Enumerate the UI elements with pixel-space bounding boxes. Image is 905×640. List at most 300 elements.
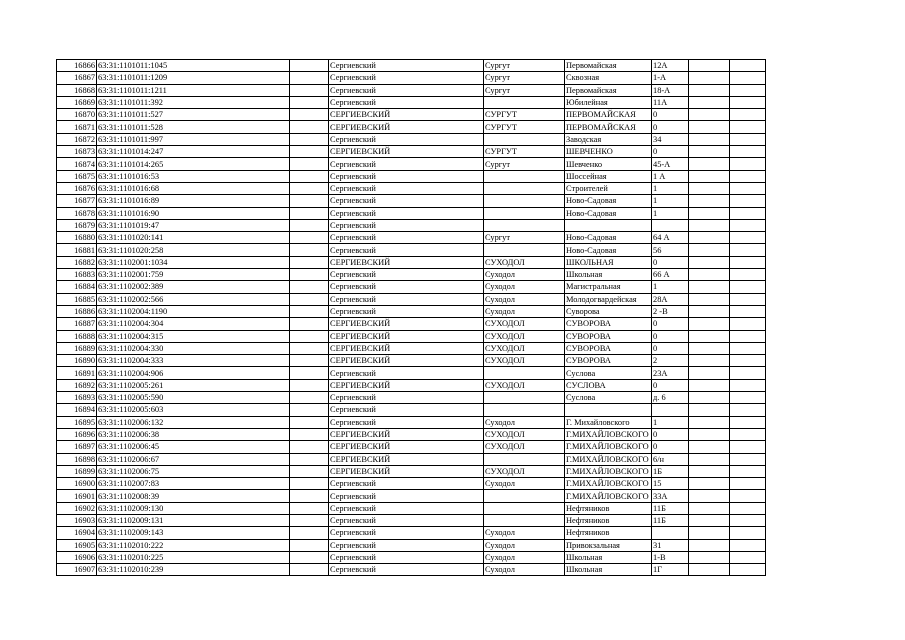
extra-cell-1 <box>689 404 730 416</box>
table-row <box>57 514 766 526</box>
district-cell: Сергиевский <box>329 182 484 194</box>
empty-cell <box>290 207 329 219</box>
district-cell: Сергиевский <box>329 84 484 96</box>
district-cell: Сергиевский <box>329 539 484 551</box>
extra-cell-2 <box>730 146 766 158</box>
district-cell: Сергиевский <box>329 293 484 305</box>
cadastral-number-cell: 63:31:1102001:759 <box>97 269 290 281</box>
table-row <box>57 490 766 502</box>
extra-cell-1 <box>689 146 730 158</box>
extra-cell-2 <box>730 170 766 182</box>
extra-cell-1 <box>689 330 730 342</box>
table-row <box>57 256 766 268</box>
row-number-cell: 16877 <box>57 195 97 207</box>
extra-cell-1 <box>689 219 730 231</box>
table-row <box>57 453 766 465</box>
locality-cell <box>484 96 565 108</box>
cadastral-number-cell: 63:31:1101014:247 <box>97 146 290 158</box>
district-cell: Сергиевский <box>329 502 484 514</box>
house-number-cell: 1-В <box>652 551 689 563</box>
empty-cell <box>290 355 329 367</box>
district-cell: СЕРГИЕВСКИЙ <box>329 379 484 391</box>
district-cell: Сергиевский <box>329 404 484 416</box>
cadastral-number-cell: 63:31:1102009:131 <box>97 514 290 526</box>
street-cell: ПЕРВОМАЙСКАЯ <box>565 121 652 133</box>
row-number-cell: 16890 <box>57 355 97 367</box>
district-cell: Сергиевский <box>329 244 484 256</box>
locality-cell: Суходол <box>484 478 565 490</box>
cadastral-number-cell: 63:31:1101011:392 <box>97 96 290 108</box>
locality-cell: Сургут <box>484 72 565 84</box>
house-number-cell: 0 <box>652 318 689 330</box>
table-row <box>57 305 766 317</box>
empty-cell <box>290 564 329 576</box>
cadastral-number-cell: 63:31:1102009:130 <box>97 502 290 514</box>
row-number-cell: 16898 <box>57 453 97 465</box>
house-number-cell: 23А <box>652 367 689 379</box>
empty-cell <box>290 318 329 330</box>
house-number-cell: 1 <box>652 207 689 219</box>
row-number-cell: 16907 <box>57 564 97 576</box>
empty-cell <box>290 342 329 354</box>
street-cell: Ново-Садовая <box>565 207 652 219</box>
cadastral-number-cell: 63:31:1102004:333 <box>97 355 290 367</box>
locality-cell: СУХОДОЛ <box>484 379 565 391</box>
locality-cell <box>484 502 565 514</box>
empty-cell <box>290 158 329 170</box>
house-number-cell: 1Г <box>652 564 689 576</box>
cadastral-number-cell: 63:31:1102010:222 <box>97 539 290 551</box>
house-number-cell: 1 А <box>652 170 689 182</box>
cadastral-number-cell: 63:31:1102006:38 <box>97 428 290 440</box>
extra-cell-1 <box>689 121 730 133</box>
district-cell: СЕРГИЕВСКИЙ <box>329 342 484 354</box>
district-cell: Сергиевский <box>329 478 484 490</box>
row-number-cell: 16906 <box>57 551 97 563</box>
empty-cell <box>290 109 329 121</box>
table-row <box>57 72 766 84</box>
district-cell: Сергиевский <box>329 392 484 404</box>
extra-cell-1 <box>689 281 730 293</box>
house-number-cell <box>652 527 689 539</box>
locality-cell: СУХОДОЛ <box>484 318 565 330</box>
cadastral-number-cell: 63:31:1102006:45 <box>97 441 290 453</box>
locality-cell: СУРГУТ <box>484 146 565 158</box>
district-cell: СЕРГИЕВСКИЙ <box>329 453 484 465</box>
extra-cell-1 <box>689 96 730 108</box>
house-number-cell: 1 <box>652 195 689 207</box>
house-number-cell: 33А <box>652 490 689 502</box>
empty-cell <box>290 84 329 96</box>
empty-cell <box>290 269 329 281</box>
table-row <box>57 146 766 158</box>
table-row <box>57 219 766 231</box>
extra-cell-1 <box>689 453 730 465</box>
empty-cell <box>290 404 329 416</box>
street-cell: Г. Михайловского <box>565 416 652 428</box>
row-number-cell: 16880 <box>57 232 97 244</box>
extra-cell-2 <box>730 564 766 576</box>
street-cell: Г.МИХАЙЛОВСКОГО <box>565 490 652 502</box>
row-number-cell: 16899 <box>57 465 97 477</box>
cadastral-number-cell: 63:31:1101011:527 <box>97 109 290 121</box>
district-cell: Сергиевский <box>329 133 484 145</box>
row-number-cell: 16866 <box>57 60 97 72</box>
extra-cell-2 <box>730 478 766 490</box>
row-number-cell: 16876 <box>57 182 97 194</box>
extra-cell-2 <box>730 60 766 72</box>
empty-cell <box>290 514 329 526</box>
house-number-cell: 6/н <box>652 453 689 465</box>
row-number-cell: 16886 <box>57 305 97 317</box>
row-number-cell: 16889 <box>57 342 97 354</box>
extra-cell-1 <box>689 564 730 576</box>
table-row <box>57 158 766 170</box>
extra-cell-2 <box>730 490 766 502</box>
extra-cell-2 <box>730 404 766 416</box>
locality-cell <box>484 367 565 379</box>
district-cell: Сергиевский <box>329 416 484 428</box>
extra-cell-1 <box>689 293 730 305</box>
data-table <box>56 59 766 576</box>
row-number-cell: 16892 <box>57 379 97 391</box>
district-cell: СЕРГИЕВСКИЙ <box>329 330 484 342</box>
locality-cell: Сургут <box>484 60 565 72</box>
house-number-cell: 11Б <box>652 514 689 526</box>
extra-cell-1 <box>689 232 730 244</box>
cadastral-number-cell: 63:31:1102010:239 <box>97 564 290 576</box>
extra-cell-1 <box>689 367 730 379</box>
table-row <box>57 527 766 539</box>
cadastral-number-cell: 63:31:1102010:225 <box>97 551 290 563</box>
extra-cell-2 <box>730 158 766 170</box>
street-cell: СУВОРОВА <box>565 318 652 330</box>
extra-cell-1 <box>689 428 730 440</box>
locality-cell: СУХОДОЛ <box>484 330 565 342</box>
locality-cell <box>484 170 565 182</box>
district-cell: Сергиевский <box>329 490 484 502</box>
table-row <box>57 404 766 416</box>
cadastral-number-cell: 63:31:1101011:1211 <box>97 84 290 96</box>
street-cell: СУСЛОВА <box>565 379 652 391</box>
cadastral-number-cell: 63:31:1101014:265 <box>97 158 290 170</box>
cadastral-number-cell: 63:31:1102002:566 <box>97 293 290 305</box>
row-number-cell: 16882 <box>57 256 97 268</box>
table-row <box>57 121 766 133</box>
empty-cell <box>290 428 329 440</box>
extra-cell-2 <box>730 465 766 477</box>
table-row <box>57 539 766 551</box>
row-number-cell: 16888 <box>57 330 97 342</box>
cadastral-number-cell: 63:31:1101020:258 <box>97 244 290 256</box>
extra-cell-2 <box>730 551 766 563</box>
cadastral-number-cell: 63:31:1102005:603 <box>97 404 290 416</box>
extra-cell-2 <box>730 121 766 133</box>
locality-cell <box>484 207 565 219</box>
extra-cell-1 <box>689 170 730 182</box>
district-cell: Сергиевский <box>329 281 484 293</box>
house-number-cell: 2 -В <box>652 305 689 317</box>
house-number-cell: 11А <box>652 96 689 108</box>
locality-cell: Суходол <box>484 293 565 305</box>
district-cell: СЕРГИЕВСКИЙ <box>329 465 484 477</box>
street-cell <box>565 219 652 231</box>
table-row <box>57 170 766 182</box>
locality-cell: СУХОДОЛ <box>484 256 565 268</box>
row-number-cell: 16871 <box>57 121 97 133</box>
extra-cell-1 <box>689 355 730 367</box>
house-number-cell: 0 <box>652 121 689 133</box>
row-number-cell: 16901 <box>57 490 97 502</box>
street-cell: Магистральная <box>565 281 652 293</box>
house-number-cell: 15 <box>652 478 689 490</box>
empty-cell <box>290 219 329 231</box>
extra-cell-2 <box>730 318 766 330</box>
locality-cell <box>484 195 565 207</box>
extra-cell-1 <box>689 158 730 170</box>
house-number-cell: 0 <box>652 428 689 440</box>
cadastral-number-cell: 63:31:1102004:330 <box>97 342 290 354</box>
empty-cell <box>290 502 329 514</box>
street-cell <box>565 404 652 416</box>
street-cell: Г.МИХАЙЛОВСКОГО <box>565 453 652 465</box>
street-cell: Г.МИХАЙЛОВСКОГО <box>565 465 652 477</box>
empty-cell <box>290 392 329 404</box>
row-number-cell: 16874 <box>57 158 97 170</box>
locality-cell <box>484 133 565 145</box>
extra-cell-1 <box>689 84 730 96</box>
empty-cell <box>290 121 329 133</box>
empty-cell <box>290 551 329 563</box>
house-number-cell: 45-А <box>652 158 689 170</box>
empty-cell <box>290 281 329 293</box>
extra-cell-1 <box>689 256 730 268</box>
house-number-cell: 1 <box>652 281 689 293</box>
extra-cell-1 <box>689 514 730 526</box>
street-cell: Нефтяников <box>565 502 652 514</box>
street-cell: Ново-Садовая <box>565 232 652 244</box>
district-cell: Сергиевский <box>329 72 484 84</box>
empty-cell <box>290 232 329 244</box>
extra-cell-2 <box>730 219 766 231</box>
table-row <box>57 195 766 207</box>
cadastral-number-cell: 63:31:1101011:1209 <box>97 72 290 84</box>
locality-cell <box>484 182 565 194</box>
extra-cell-2 <box>730 330 766 342</box>
row-number-cell: 16868 <box>57 84 97 96</box>
empty-cell <box>290 490 329 502</box>
street-cell: Г.МИХАЙЛОВСКОГО <box>565 478 652 490</box>
empty-cell <box>290 72 329 84</box>
table-row <box>57 182 766 194</box>
extra-cell-1 <box>689 527 730 539</box>
row-number-cell: 16887 <box>57 318 97 330</box>
street-cell: Строителей <box>565 182 652 194</box>
table-row <box>57 416 766 428</box>
district-cell: Сергиевский <box>329 551 484 563</box>
street-cell: ШКОЛЬНАЯ <box>565 256 652 268</box>
extra-cell-1 <box>689 72 730 84</box>
house-number-cell: 11Б <box>652 502 689 514</box>
locality-cell: Сургут <box>484 84 565 96</box>
cadastral-number-cell: 63:31:1101011:1045 <box>97 60 290 72</box>
locality-cell <box>484 490 565 502</box>
table-row <box>57 392 766 404</box>
house-number-cell: 1 <box>652 416 689 428</box>
empty-cell <box>290 453 329 465</box>
street-cell: Сквозная <box>565 72 652 84</box>
empty-cell <box>290 293 329 305</box>
house-number-cell: 0 <box>652 330 689 342</box>
street-cell: СУВОРОВА <box>565 342 652 354</box>
district-cell: СЕРГИЕВСКИЙ <box>329 428 484 440</box>
house-number-cell: 31 <box>652 539 689 551</box>
extra-cell-2 <box>730 527 766 539</box>
extra-cell-2 <box>730 367 766 379</box>
locality-cell: Суходол <box>484 269 565 281</box>
table-row <box>57 60 766 72</box>
table-row <box>57 564 766 576</box>
table-row <box>57 207 766 219</box>
table-row <box>57 318 766 330</box>
extra-cell-1 <box>689 207 730 219</box>
locality-cell: СУХОДОЛ <box>484 342 565 354</box>
street-cell: Нефтяников <box>565 514 652 526</box>
locality-cell <box>484 404 565 416</box>
house-number-cell: 1-А <box>652 72 689 84</box>
cadastral-number-cell: 63:31:1102005:261 <box>97 379 290 391</box>
district-cell: Сергиевский <box>329 170 484 182</box>
street-cell: Школьная <box>565 564 652 576</box>
cadastral-number-cell: 63:31:1101019:47 <box>97 219 290 231</box>
street-cell: Привокзальная <box>565 539 652 551</box>
empty-cell <box>290 195 329 207</box>
district-cell: Сергиевский <box>329 305 484 317</box>
table-row <box>57 84 766 96</box>
table-row <box>57 478 766 490</box>
district-cell: Сергиевский <box>329 564 484 576</box>
district-cell: Сергиевский <box>329 269 484 281</box>
empty-cell <box>290 441 329 453</box>
street-cell: Школьная <box>565 551 652 563</box>
row-number-cell: 16875 <box>57 170 97 182</box>
cadastral-number-cell: 63:31:1101016:90 <box>97 207 290 219</box>
street-cell: Первомайская <box>565 60 652 72</box>
street-cell: Ново-Садовая <box>565 244 652 256</box>
locality-cell: СУХОДОЛ <box>484 441 565 453</box>
row-number-cell: 16878 <box>57 207 97 219</box>
cadastral-number-cell: 63:31:1101020:141 <box>97 232 290 244</box>
extra-cell-1 <box>689 539 730 551</box>
locality-cell <box>484 392 565 404</box>
table-row <box>57 109 766 121</box>
street-cell: СУВОРОВА <box>565 355 652 367</box>
empty-cell <box>290 379 329 391</box>
empty-cell <box>290 133 329 145</box>
house-number-cell: 18-А <box>652 84 689 96</box>
house-number-cell: 66 А <box>652 269 689 281</box>
empty-cell <box>290 170 329 182</box>
street-cell: Нефтяников <box>565 527 652 539</box>
locality-cell: СУХОДОЛ <box>484 428 565 440</box>
empty-cell <box>290 305 329 317</box>
table-row <box>57 428 766 440</box>
row-number-cell: 16873 <box>57 146 97 158</box>
extra-cell-1 <box>689 195 730 207</box>
extra-cell-1 <box>689 342 730 354</box>
extra-cell-2 <box>730 133 766 145</box>
house-number-cell <box>652 404 689 416</box>
row-number-cell: 16881 <box>57 244 97 256</box>
locality-cell: Суходол <box>484 551 565 563</box>
table-row <box>57 367 766 379</box>
cadastral-number-cell: 63:31:1102006:67 <box>97 453 290 465</box>
cadastral-number-cell: 63:31:1102004:315 <box>97 330 290 342</box>
extra-cell-2 <box>730 244 766 256</box>
extra-cell-1 <box>689 305 730 317</box>
table-row <box>57 379 766 391</box>
cadastral-number-cell: 63:31:1101016:68 <box>97 182 290 194</box>
district-cell: Сергиевский <box>329 527 484 539</box>
cadastral-number-cell: 63:31:1101011:997 <box>97 133 290 145</box>
district-cell: СЕРГИЕВСКИЙ <box>329 121 484 133</box>
extra-cell-2 <box>730 281 766 293</box>
row-number-cell: 16900 <box>57 478 97 490</box>
cadastral-number-cell: 63:31:1102004:304 <box>97 318 290 330</box>
district-cell: Сергиевский <box>329 158 484 170</box>
cadastral-number-cell: 63:31:1102005:590 <box>97 392 290 404</box>
cadastral-number-cell: 63:31:1101011:528 <box>97 121 290 133</box>
extra-cell-2 <box>730 84 766 96</box>
extra-cell-1 <box>689 465 730 477</box>
district-cell: Сергиевский <box>329 219 484 231</box>
cadastral-number-cell: 63:31:1102006:75 <box>97 465 290 477</box>
street-cell: Суслова <box>565 392 652 404</box>
empty-cell <box>290 416 329 428</box>
row-number-cell: 16893 <box>57 392 97 404</box>
table-row <box>57 465 766 477</box>
locality-cell: Суходол <box>484 564 565 576</box>
street-cell: Суслова <box>565 367 652 379</box>
table-row <box>57 232 766 244</box>
house-number-cell: 1 <box>652 182 689 194</box>
row-number-cell: 16895 <box>57 416 97 428</box>
extra-cell-2 <box>730 539 766 551</box>
locality-cell: Суходол <box>484 416 565 428</box>
district-cell: Сергиевский <box>329 514 484 526</box>
empty-cell <box>290 539 329 551</box>
extra-cell-1 <box>689 502 730 514</box>
cadastral-number-cell: 63:31:1102009:143 <box>97 527 290 539</box>
table-row <box>57 330 766 342</box>
extra-cell-2 <box>730 96 766 108</box>
cadastral-number-cell: 63:31:1101016:89 <box>97 195 290 207</box>
row-number-cell: 16883 <box>57 269 97 281</box>
row-number-cell: 16896 <box>57 428 97 440</box>
district-cell: СЕРГИЕВСКИЙ <box>329 146 484 158</box>
district-cell: Сергиевский <box>329 367 484 379</box>
house-number-cell: 12А <box>652 60 689 72</box>
row-number-cell: 16905 <box>57 539 97 551</box>
district-cell: СЕРГИЕВСКИЙ <box>329 256 484 268</box>
row-number-cell: 16904 <box>57 527 97 539</box>
cadastral-number-cell: 63:31:1102008:39 <box>97 490 290 502</box>
house-number-cell: 0 <box>652 379 689 391</box>
house-number-cell: 1Б <box>652 465 689 477</box>
house-number-cell: 0 <box>652 109 689 121</box>
cadastral-number-cell: 63:31:1101016:53 <box>97 170 290 182</box>
row-number-cell: 16894 <box>57 404 97 416</box>
